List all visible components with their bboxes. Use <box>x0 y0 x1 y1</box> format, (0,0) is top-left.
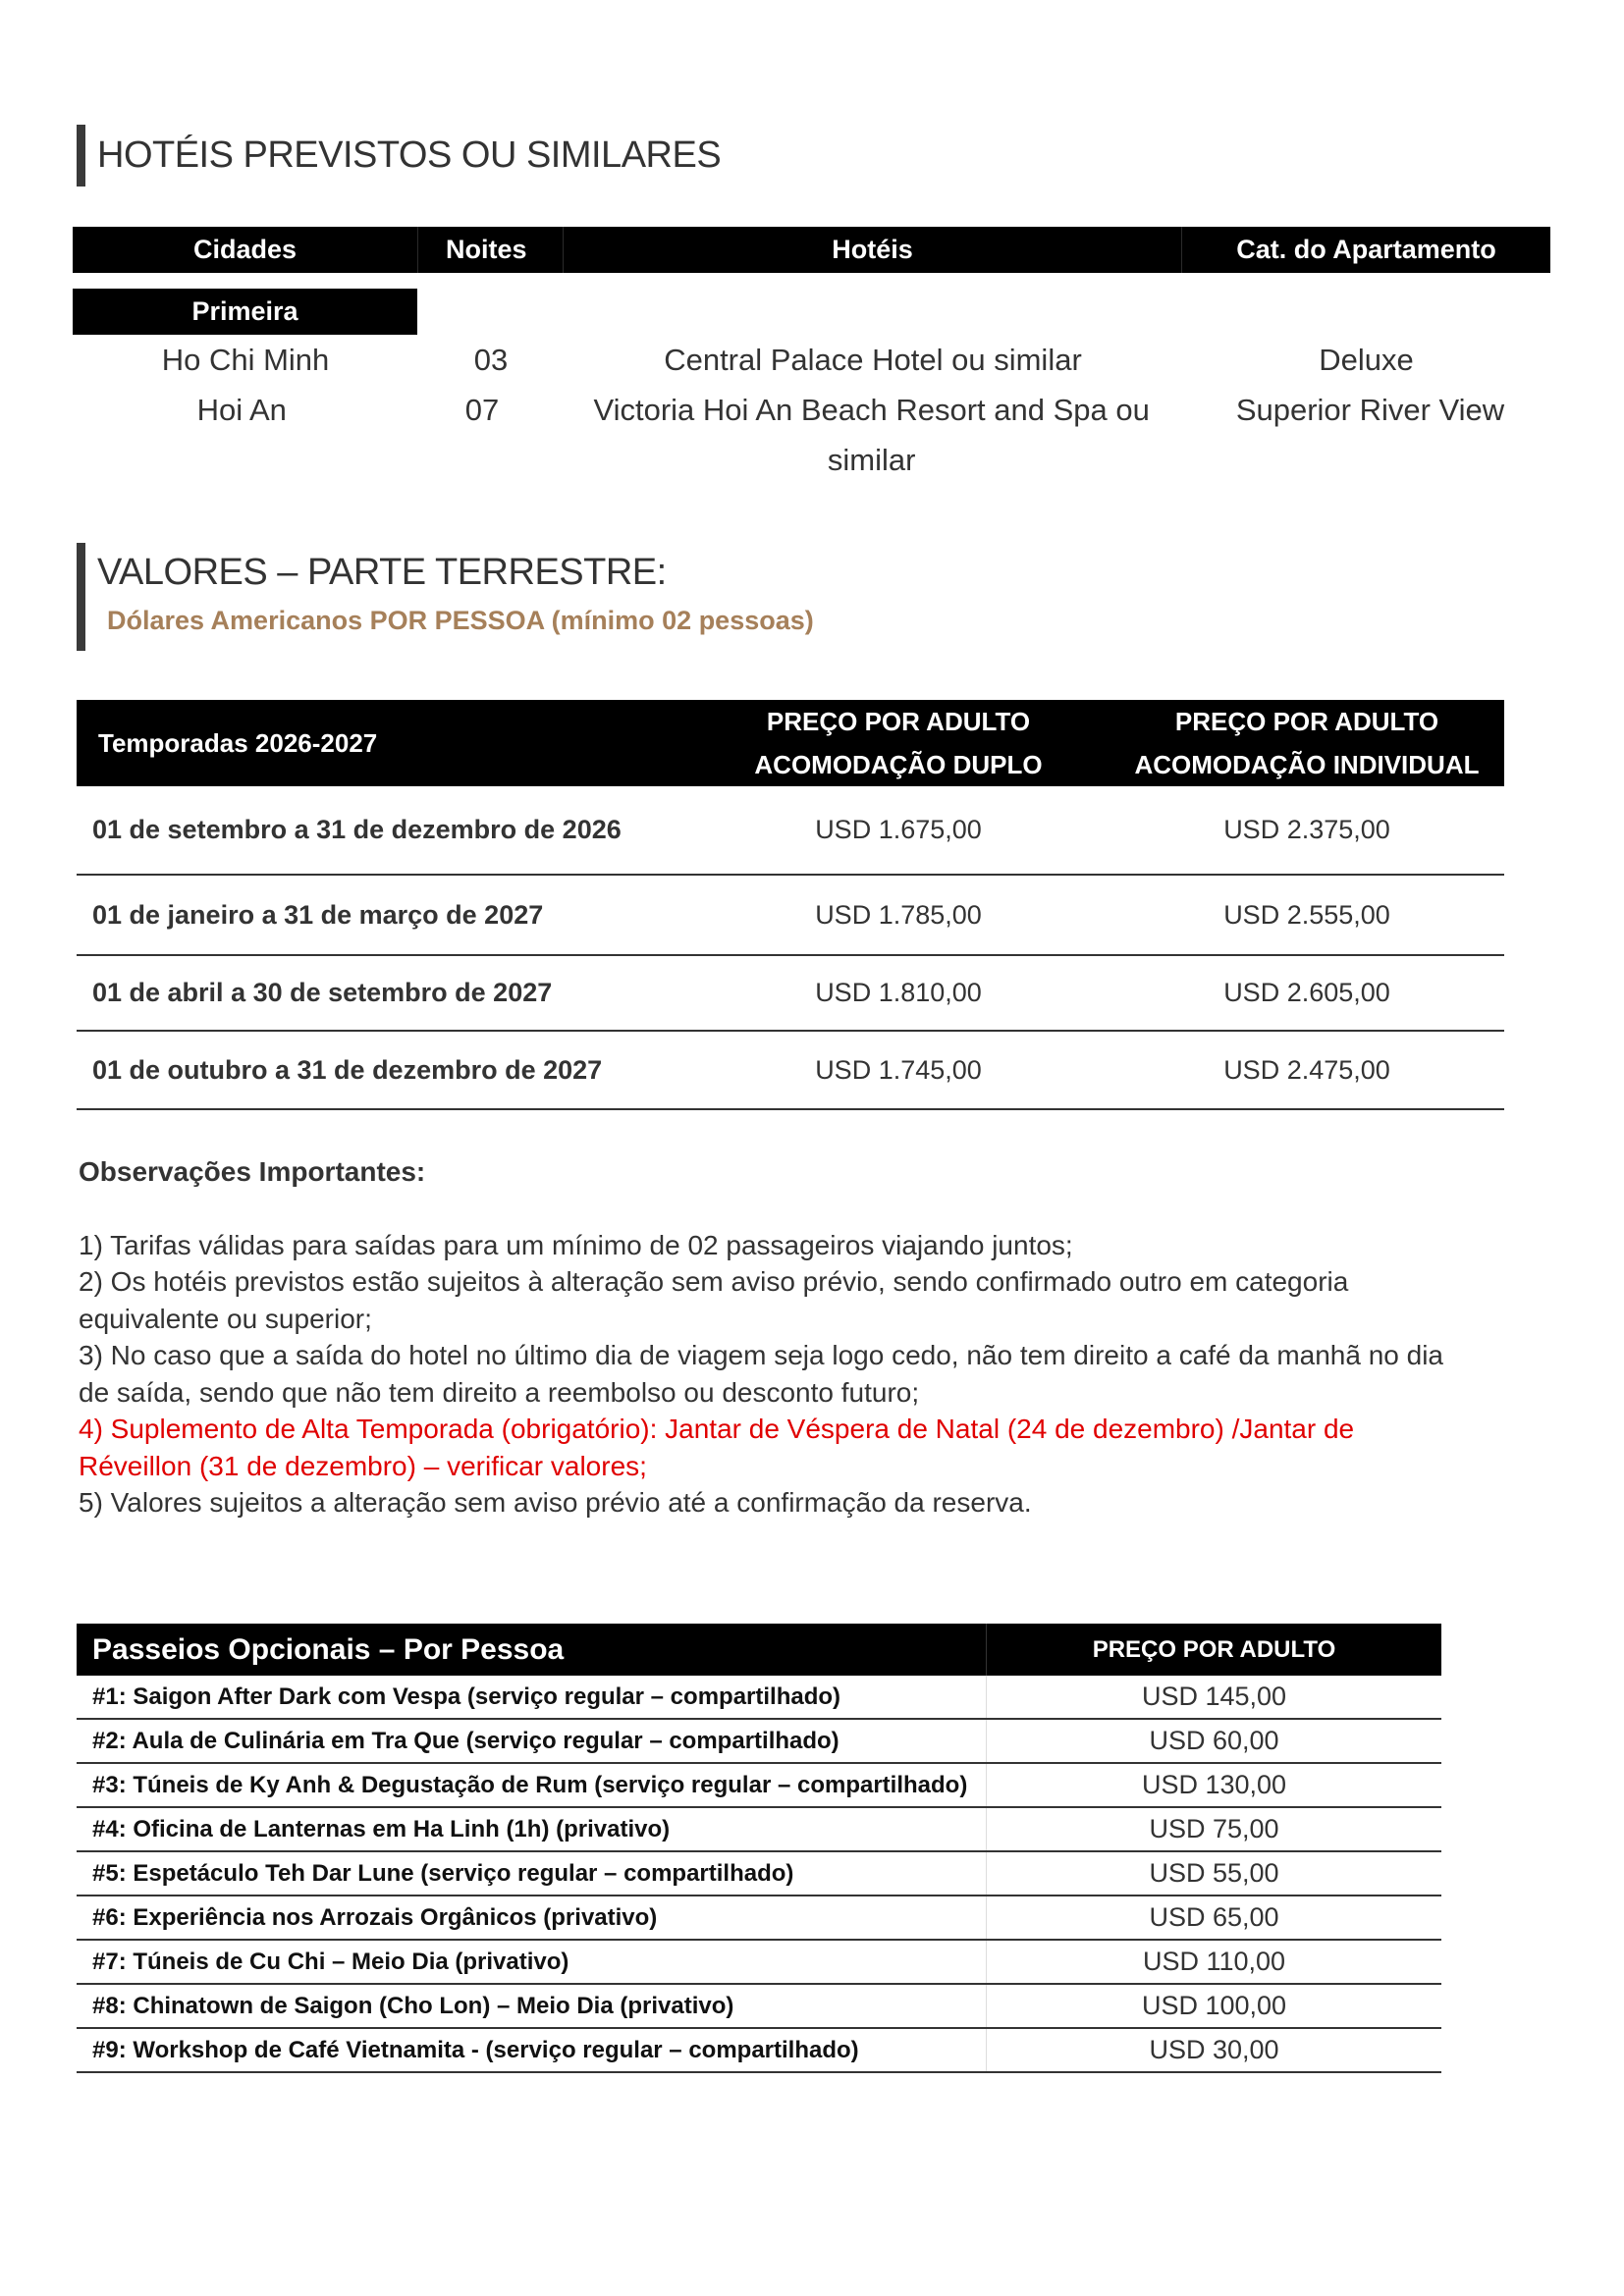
column-header-room-category: Cat. do Apartamento <box>1236 235 1496 264</box>
hotel-nights: 07 <box>464 393 500 427</box>
prices-section-subtitle: Dólares Americanos POR PESSOA (mínimo 02 pessoas) <box>107 606 814 635</box>
hotels-table-header <box>73 227 1550 273</box>
tour-price: USD 55,00 <box>987 1851 1442 1896</box>
hotels-table <box>73 227 1550 485</box>
tour-name: #2: Aula de Culinária em Tra Que (serviço regular – compartilhado) <box>77 1719 987 1763</box>
tour-price: USD 30,00 <box>987 2028 1442 2072</box>
tour-row <box>77 1719 1441 1763</box>
tour-row <box>77 2028 1441 2072</box>
price-single: USD 2.605,00 <box>1110 955 1504 1031</box>
season-period: 01 de janeiro a 31 de março de 2027 <box>77 875 687 955</box>
column-header-season: Temporadas 2026-2027 <box>77 700 687 786</box>
column-header-single <box>1110 700 1504 786</box>
season-period: 01 de setembro a 31 de dezembro de 2026 <box>77 786 687 875</box>
prices-table <box>77 700 1504 1110</box>
observation-note: 2) Os hotéis previstos estão sujeitos à alteração sem aviso prévio, sendo confirmado outro em categoria equivalente ou superior; <box>79 1266 1349 1334</box>
tour-row <box>77 1896 1441 1940</box>
column-header-tour: Passeios Opcionais – Por Pessoa <box>77 1624 987 1676</box>
tour-row <box>77 1763 1441 1807</box>
price-row <box>77 786 1504 875</box>
observation-note-highlight: 4) Suplemento de Alta Temporada (obrigatório): Jantar de Véspera de Natal (24 de dezembro) /Jantar de Réveillon (31 de dezembro) – verificar valores; <box>79 1414 1355 1481</box>
season-period: 01 de outubro a 31 de dezembro de 2027 <box>77 1031 687 1109</box>
price-single: USD 2.475,00 <box>1110 1031 1504 1109</box>
tour-name: #1: Saigon After Dark com Vespa (serviço regular – compartilhado) <box>77 1676 987 1719</box>
column-header-cities: Cidades <box>73 227 418 273</box>
hotel-room-category: Superior River View <box>1235 393 1505 427</box>
season-period: 01 de abril a 30 de setembro de 2027 <box>77 955 687 1031</box>
hotel-room-category: Deluxe <box>1319 343 1414 377</box>
hotel-name: Central Palace Hotel ou similar <box>664 343 1082 377</box>
hotel-row <box>73 335 1550 385</box>
tour-row <box>77 1984 1441 2028</box>
tour-name: #5: Espetáculo Teh Dar Lune (serviço regular – compartilhado) <box>77 1851 987 1896</box>
column-header-double <box>687 700 1110 786</box>
tour-price: USD 75,00 <box>987 1807 1442 1851</box>
tour-price: USD 65,00 <box>987 1896 1442 1940</box>
tour-price: USD 130,00 <box>987 1763 1442 1807</box>
hotel-name: Victoria Hoi An Beach Resort and Spa ou similar <box>593 393 1150 477</box>
price-row <box>77 955 1504 1031</box>
column-header-single-line2: ACOMODAÇÃO INDIVIDUAL <box>1134 750 1480 779</box>
tour-row <box>77 1676 1441 1719</box>
column-header-hotels: Hotéis <box>564 227 1182 273</box>
price-double: USD 1.675,00 <box>687 786 1110 875</box>
observation-note: 1) Tarifas válidas para saídas para um mínimo de 02 passageiros viajando juntos; <box>79 1229 1073 1260</box>
hotel-city: Ho Chi Minh <box>161 343 330 377</box>
prices-section-title: VALORES – PARTE TERRESTRE: <box>97 552 667 593</box>
tour-price: USD 100,00 <box>987 1984 1442 2028</box>
observation-note: 3) No caso que a saída do hotel no último dia de viagem seja logo cedo, não tem direito a café da manhã no dia de saída, sendo que não tem direito a reembolso ou desconto futuro; <box>79 1340 1444 1408</box>
price-single: USD 2.555,00 <box>1110 875 1504 955</box>
hotel-city: Hoi An <box>196 393 287 427</box>
optional-tours-table <box>77 1624 1441 2073</box>
tour-name: #7: Túneis de Cu Chi – Meio Dia (privativo) <box>77 1940 987 1984</box>
prices-section-heading <box>77 543 814 651</box>
column-header-double-line1: PREÇO POR ADULTO <box>766 707 1031 736</box>
price-single: USD 2.375,00 <box>1110 786 1504 875</box>
hotel-nights: 03 <box>473 343 509 377</box>
tour-name: #8: Chinatown de Saigon (Cho Lon) – Meio Dia (privativo) <box>77 1984 987 2028</box>
column-header-double-line2: ACOMODAÇÃO DUPLO <box>754 750 1043 779</box>
price-double: USD 1.810,00 <box>687 955 1110 1031</box>
tour-row <box>77 1851 1441 1896</box>
hotels-section-heading <box>77 125 721 187</box>
tour-price: USD 60,00 <box>987 1719 1442 1763</box>
hotel-category-label: Primeira <box>73 289 417 335</box>
tours-table-header <box>77 1624 1441 1676</box>
tour-row <box>77 1807 1441 1851</box>
tour-row <box>77 1940 1441 1984</box>
tour-price: USD 110,00 <box>987 1940 1442 1984</box>
price-double: USD 1.745,00 <box>687 1031 1110 1109</box>
observation-note: 5) Valores sujeitos a alteração sem aviso prévio até a confirmação da reserva. <box>79 1487 1032 1518</box>
prices-table-header <box>77 700 1504 786</box>
price-double: USD 1.785,00 <box>687 875 1110 955</box>
tour-name: #6: Experiência nos Arrozais Orgânicos (privativo) <box>77 1896 987 1940</box>
hotel-row <box>73 385 1550 485</box>
tour-price: USD 145,00 <box>987 1676 1442 1719</box>
observations-block <box>79 1153 1473 1522</box>
column-header-tour-price: PREÇO POR ADULTO <box>987 1624 1442 1676</box>
tour-name: #4: Oficina de Lanternas em Ha Linh (1h) (privativo) <box>77 1807 987 1851</box>
tour-name: #3: Túneis de Ky Anh & Degustação de Rum (serviço regular – compartilhado) <box>77 1763 987 1807</box>
column-header-nights: Noites <box>418 227 564 273</box>
price-row <box>77 875 1504 955</box>
tour-name: #9: Workshop de Café Vietnamita - (serviço regular – compartilhado) <box>77 2028 987 2072</box>
hotels-section-title: HOTÉIS PREVISTOS OU SIMILARES <box>97 134 722 176</box>
price-row <box>77 1031 1504 1109</box>
observations-title: Observações Importantes: <box>79 1156 426 1187</box>
column-header-single-line1: PREÇO POR ADULTO <box>1174 707 1439 736</box>
